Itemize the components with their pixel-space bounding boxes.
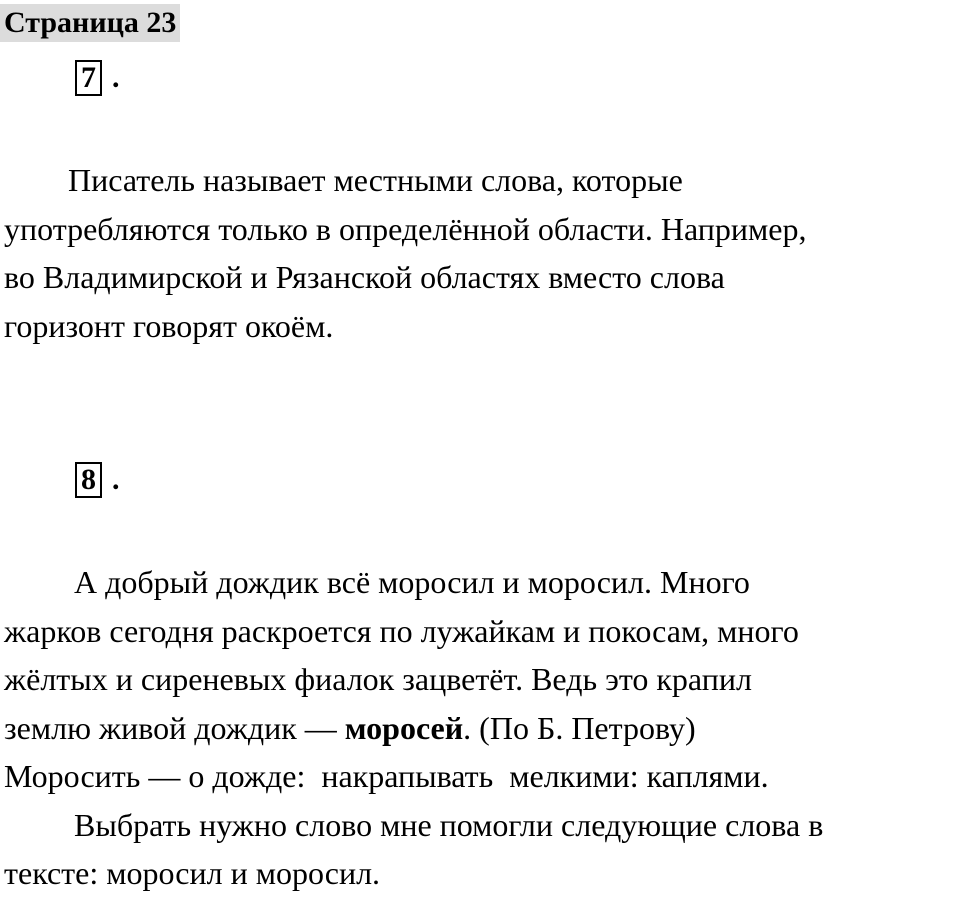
task-7-line-3: во Владимирской и Рязанской областях вместо слова bbox=[4, 259, 725, 295]
task-8-line-6: Выбрать нужно слово мне помогли следующие слова в bbox=[74, 806, 824, 843]
task-8-number-text: 8 bbox=[81, 463, 96, 496]
task-7-number-suffix: . bbox=[112, 61, 120, 94]
task-8-text bbox=[4, 558, 960, 898]
task-7-text bbox=[4, 156, 960, 350]
task-8-number-suffix: . bbox=[112, 463, 120, 496]
task-7-line-1: Писатель называет местными слова, которые bbox=[68, 162, 683, 198]
task-8-line-4-end: . (По Б. Петрову) bbox=[463, 709, 696, 746]
task-7-number bbox=[75, 60, 102, 96]
task-8-line-4-start: землю живой дождик — bbox=[4, 709, 345, 746]
task-8-line-2: жарков сегодня раскроется по лужайкам и покосам, много bbox=[4, 612, 799, 649]
task-7-line-2: употребляются только в определённой области. Например, bbox=[4, 210, 807, 247]
task-8-line-5: Моросить — о дожде: накрапывать мелкими: каплями. bbox=[4, 758, 769, 794]
task-8-line-4 bbox=[4, 704, 960, 753]
task-8-line-3: жёлтых и сиреневых фиалок зацветёт. Ведь это крапил bbox=[4, 661, 752, 697]
task-8-number bbox=[75, 462, 102, 498]
page-title-text: Страница 23 bbox=[4, 6, 177, 39]
task-8-line-1: А добрый дождик всё моросил и моросил. Много bbox=[74, 564, 750, 600]
task-7-line-4: горизонт говорят окоём. bbox=[4, 307, 334, 344]
task-8-line-7: тексте: моросил и моросил. bbox=[4, 855, 381, 891]
page-title bbox=[0, 4, 180, 42]
task-7-number-text: 7 bbox=[81, 61, 96, 94]
task-8-bold-word: моросей bbox=[344, 709, 464, 746]
